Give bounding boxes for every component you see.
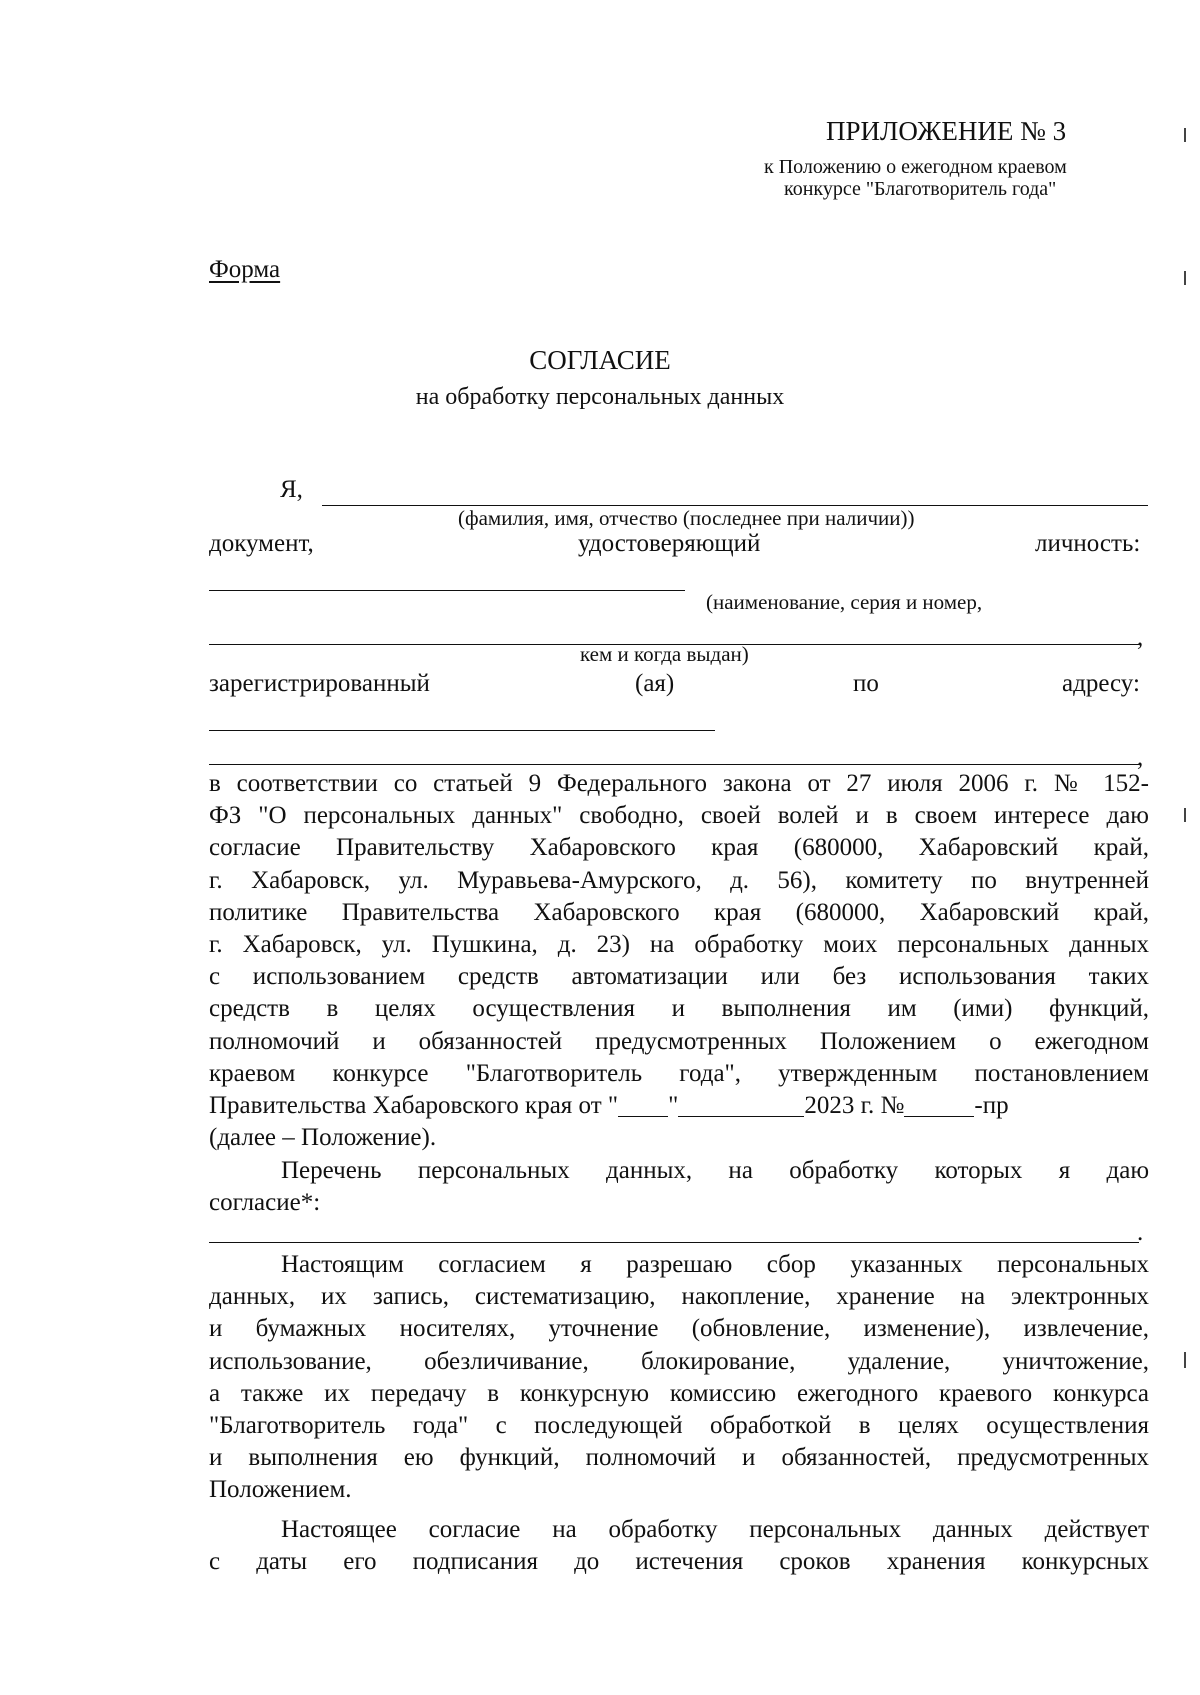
list-line-1: Перечень персональных данных, на обработку которых я даю (281, 1157, 1149, 1184)
main-line: полномочий и обязанностей предусмотренных Положением о ежегодном (209, 1027, 1149, 1055)
appendix-title: ПРИЛОЖЕНИЕ № 3 (826, 116, 1067, 146)
list-paragraph (209, 1155, 1149, 1219)
appendix-ref-line-1: к Положению о ежегодном краевом (764, 156, 1067, 178)
consent-line: Положением. (209, 1476, 352, 1504)
reg-word-1: зарегистрированный (209, 670, 430, 697)
reg-word-2: (ая) (635, 670, 675, 697)
reg-word-4: адресу: (1062, 670, 1140, 697)
consent-line: использование, обезличивание, блокирование, удаление, уничтожение, (209, 1347, 1149, 1375)
consent-line: данных, их запись, систематизацию, накопление, хранение на электронных (209, 1283, 1149, 1311)
scan-mark (1184, 1352, 1186, 1368)
appendix-ref-line-2: конкурсе "Благотворитель года" (784, 178, 1057, 200)
main-last-line: (далее – Положение). (209, 1124, 437, 1152)
consent-paragraph (209, 1249, 1149, 1507)
doc-input-line-1[interactable] (209, 590, 685, 591)
date-line (209, 1090, 1149, 1122)
main-line: политике Правительства Хабаровского края (680000, Хабаровский край, (209, 898, 1149, 926)
scan-mark (1184, 808, 1186, 822)
number-input[interactable] (904, 1091, 974, 1117)
consent-line: и выполнения ею функций, полномочий и обязанностей, предусмотренных (209, 1444, 1149, 1472)
doc-word-1: документ, (209, 530, 314, 557)
validity-line: Настоящее согласие на обработку персональных данных действует (281, 1516, 1149, 1543)
consent-line: а также их передачу в конкурсную комиссию ежегодного краевого конкурса (209, 1379, 1149, 1407)
validity-line: с даты его подписания до истечения сроков хранения конкурсных (209, 1548, 1149, 1576)
ya-label: Я, (280, 476, 303, 503)
date-year: 2023 г. № (804, 1091, 905, 1119)
list-line-2: согласие*: (209, 1189, 321, 1217)
doc-word-3: личность: (1035, 530, 1141, 557)
data-list-input-line[interactable] (209, 1242, 1139, 1243)
document-title: СОГЛАСИЕ (529, 345, 671, 375)
main-line: г. Хабаровск, ул. Муравьева-Амурского, д. 56), комитету по внутренней (209, 866, 1149, 894)
doc-hint-1: (наименование, серия и номер, (706, 590, 983, 614)
main-paragraph (209, 768, 1149, 1154)
document-subtitle: на обработку персональных данных (415, 384, 785, 410)
form-label: Форма (209, 256, 281, 283)
period: . (1137, 1219, 1144, 1246)
date-suffix: -пр (974, 1091, 1009, 1119)
main-line: средств в целях осуществления и выполнения им (ими) функций, (209, 995, 1149, 1023)
validity-paragraph (209, 1514, 1149, 1578)
main-line: краевом конкурсе "Благотворитель года", утвержденным постановлением (209, 1059, 1149, 1087)
date-quote: " (668, 1091, 679, 1119)
main-line: согласие Правительству Хабаровского края (680000, Хабаровский край, (209, 834, 1149, 862)
scan-mark (1184, 271, 1186, 285)
main-line: с использованием средств автоматизации или без использования таких (209, 963, 1149, 991)
fio-hint: (фамилия, имя, отчество (последнее при наличии)) (458, 506, 915, 530)
day-input[interactable] (618, 1091, 668, 1117)
reg-word-3: по (853, 670, 879, 697)
address-input-line-1[interactable] (209, 730, 715, 731)
month-input[interactable] (678, 1091, 804, 1117)
main-line: в соответствии со статьей 9 Федерального закона от 27 июля 2006 г. № 152- (209, 770, 1149, 797)
comma-1: , (1137, 624, 1144, 651)
consent-line: "Благотворитель года" с последующей обработкой в целях осуществления (209, 1411, 1149, 1439)
consent-line: и бумажных носителях, уточнение (обновление, изменение), извлечение, (209, 1315, 1149, 1343)
address-input-line-2[interactable] (209, 764, 1139, 765)
date-line-start: Правительства Хабаровского края от " (209, 1091, 619, 1119)
scan-mark (1184, 128, 1186, 142)
main-line: г. Хабаровск, ул. Пушкина, д. 23) на обработку моих персональных данных (209, 930, 1149, 958)
main-line: ФЗ "О персональных данных" свободно, своей волей и в своем интересе даю (209, 802, 1149, 830)
consent-line: Настоящим согласием я разрешаю сбор указанных персональных (281, 1251, 1149, 1278)
doc-word-2: удостоверяющий (578, 530, 761, 557)
comma-2: , (1137, 744, 1144, 771)
doc-hint-2: кем и когда выдан) (580, 642, 749, 666)
